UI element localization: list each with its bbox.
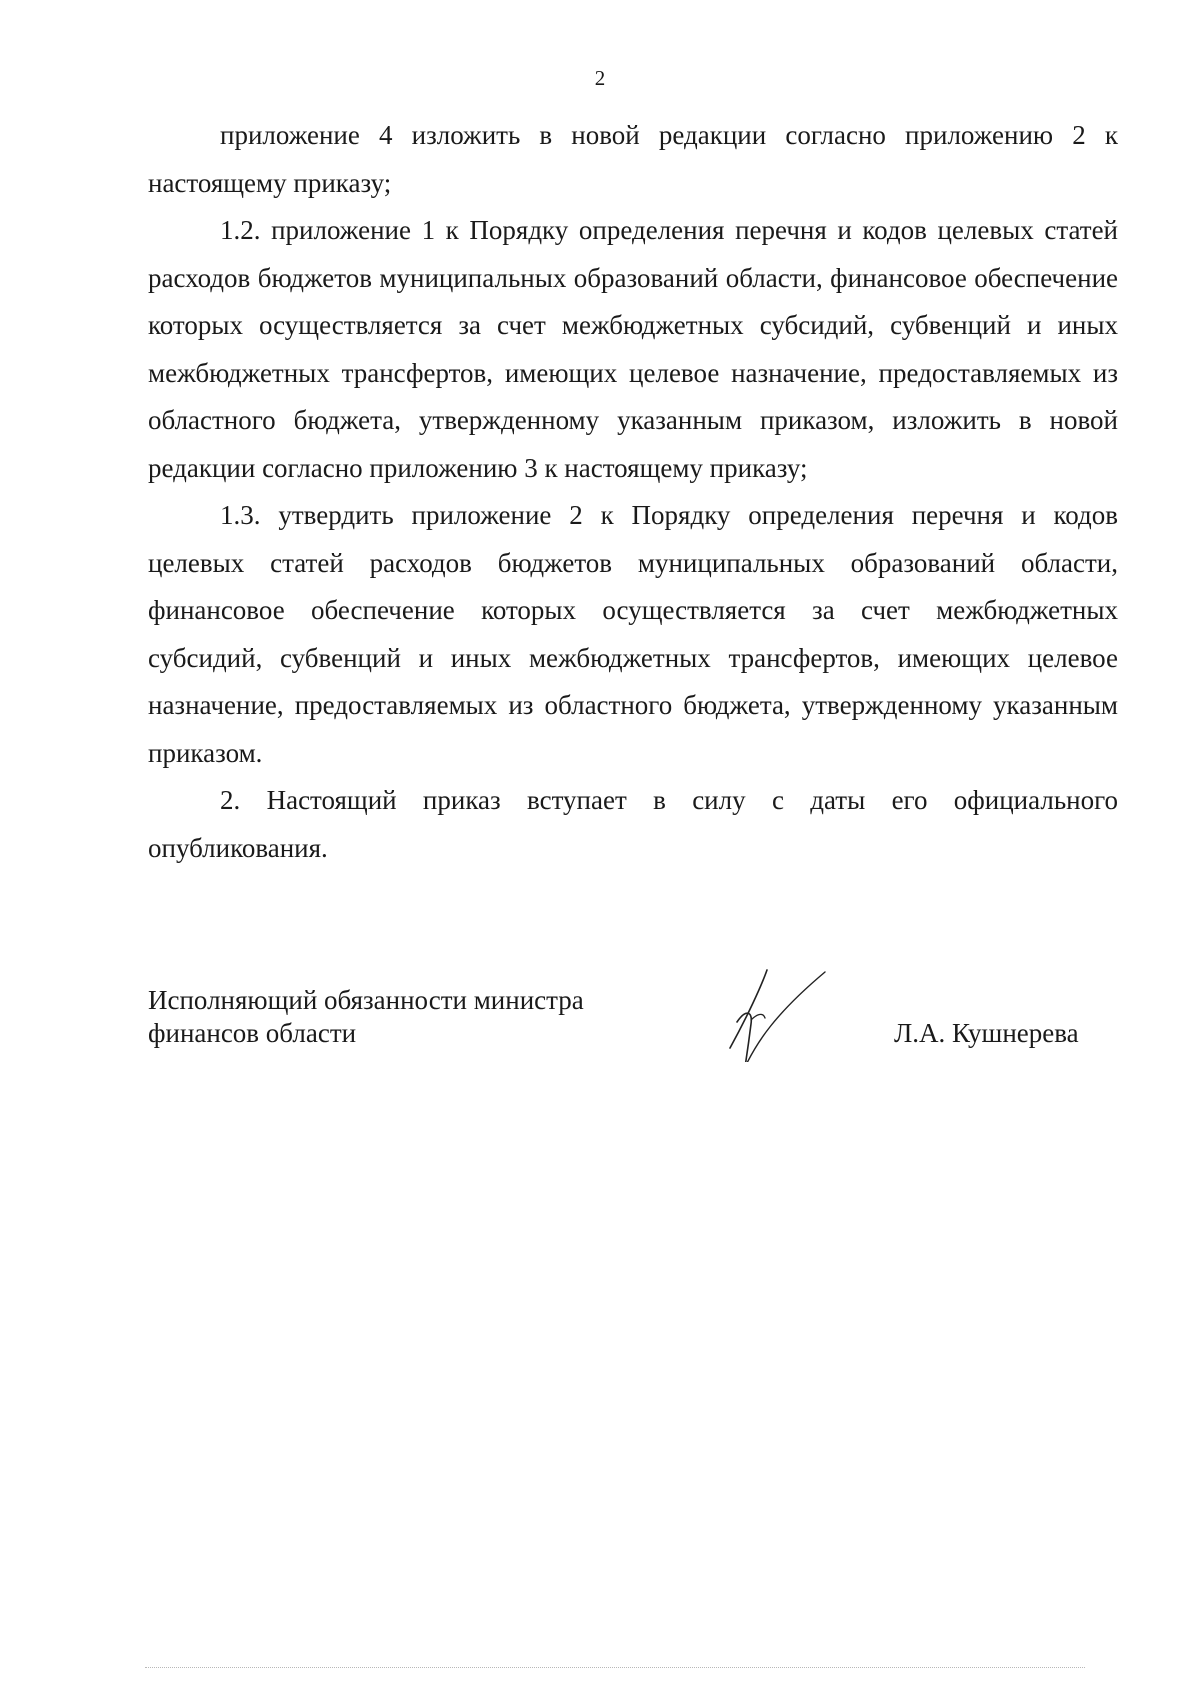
footer-divider xyxy=(145,1667,1085,1668)
signatory-title xyxy=(148,984,584,1050)
page-number: 2 xyxy=(594,66,606,90)
paragraph-1-2: 1.2. приложение 1 к Порядку определения перечня и кодов целевых статей расходов бюджетов муниципальных образований области, финансовое обеспечение которых осуществляется за счет межбюджетных субсидий, субвенций и иных межбюджетных трансфертов, имеющих целевое назначение, предоставляемых из областного бюджета, утвержденному указанным приказом, изложить в новой редакции согласно приложению 3 к настоящему приказу; xyxy=(148,215,1118,483)
paragraph-2: 2. Настоящий приказ вступает в силу с даты его официального опубликования. xyxy=(148,785,1118,863)
paragraph-appendix-4: приложение 4 изложить в новой редакции согласно приложению 2 к настоящему приказу; xyxy=(148,120,1118,198)
handwritten-signature xyxy=(727,962,827,1062)
paragraph-1-3: 1.3. утвердить приложение 2 к Порядку определения перечня и кодов целевых статей расходов бюджетов муниципальных образований области, финансовое обеспечение которых осуществляется за счет межбюджетных субсидий, субвенций и иных межбюджетных трансфертов, имеющих целевое назначение, предоставляемых из областного бюджета, утвержденному указанным приказом. xyxy=(148,500,1118,768)
signatory-title-line1: Исполняющий обязанности министра xyxy=(148,985,584,1015)
signatory-name: Л.А. Кушнерева xyxy=(894,1018,1079,1048)
document-body xyxy=(148,112,1118,872)
signatory-title-line2: финансов области xyxy=(148,1018,357,1048)
